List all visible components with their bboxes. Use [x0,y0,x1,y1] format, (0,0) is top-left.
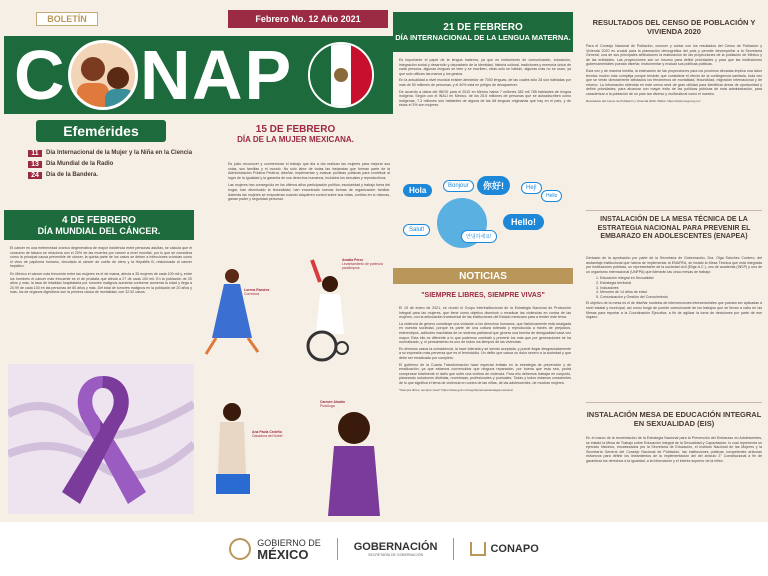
efemerides-title-box [36,120,166,142]
noticias-paragraph-2: La violencia de género constituye una violación a los derechos humanos, que históricamente está arraigada en nuestra sociedad, porque es parte de una cultura tolerada y reproducida a través de prejuicios, estereotipos, actitudes machistas de un sistema patriarcal que genera una brecha de desigualdad cada vez mayor. Esta ello es diferente a lo que podemos combatir y prevenir los más que por generaciones se ha normalizado, y, el pensamiento es uno de todos los tiempos de las viviendas. [399,321,571,345]
edition-label: Febrero No. 12 Año 2021 [255,14,361,24]
noticias-paragraph-1: El 19 de enero de 2021, se reunió el Grupo Interinstitucional de la Estrategia Nacional de Protección Integral para las mujeres, que tiene como objetivo disminuir o erradicar las violencias en contra de las mujeres, con la articulación transversal de las instituciones del Estado mexicano para a tender este tema. [399,306,571,320]
bubble-hola: Hola [403,184,432,197]
boletin-label: BOLETÍN [47,14,87,24]
person-3-caption: Ana Paola Cedeño Ganadora del Nobel [252,430,283,438]
flag-logo-o [308,42,374,108]
gobierno-mexico-logo [229,538,321,560]
bubble-hello: Hello! [503,214,544,230]
censo-source: Resultados del Censo de Población y Vivienda 2020. INEGI. https://www.inegi.org.mx/ [586,98,701,103]
house-icon [470,542,486,556]
eis-paragraph-1: En el marco de la reorientación de la Estrategia Nacional para la Prevención del Embarazo en Adolescentes, se instaló la Mesa de Trabajo sobre Educación Integral de la Sexualidad y Capacitación, lo cual representa un ejercicio histórico, encabezados por la Secretaría de Educación, el Instituto Nacional de las Mujeres y la Secretaría General del Consejo Nacional de Población, las instituciones públicas competentes articulan esfuerzos para definir los lineamientos de la implementación del del artículo 3° Constitucional a fin de garantizar los derechos a la igualdad, a la información y el interés superior de la niñez. [586,436,762,463]
footer [0,522,768,576]
column-1 [0,0,198,522]
lengua-date: 21 DE FEBRERO [443,22,523,33]
noticias-title: NOTICIAS [459,270,507,282]
enapea-list [596,276,762,299]
eis-title: INSTALACIÓN MESA DE EDUCACIÓN INTEGRAL EN SEXUALIDAD (EIS) [586,410,762,428]
mujer-header [198,124,393,144]
logo-letters-ap: AP [192,36,294,114]
enapea-paragraph-2: El objetivo de la mesa es el de diseñar modelos de intervenciones intersectoriales que puedan ser aplicadas a nivel estatal y municipal, así como fungir de puente comunicante de los trabajos que se llevan a cabo en las Mesas para reportar a la Coordinación Ejecutiva, a fin de agilizar la toma de decisiones por parte de ese órgano. [586,301,762,320]
bubble-nihao: 你好! [477,176,510,195]
lengua-paragraph-1: Es importante el papel de la lengua materna, ya que es instrumento de comunicación, educación, integración social y desarrollo y depositario de la identidad, historia cultural, tradiciones y memoria única de cada persona, algunas lenguas se leen y se escriben, otras solo se hablan, algunas más no se usan, ya que solo utilizan las manos y los gestos. [399,58,571,76]
cancer-title: DÍA MUNDIAL DEL CÁNCER. [37,225,161,236]
efemeride-day: 11 [28,150,42,157]
censo-paragraph-1: Para el Consejo Nacional de Población, conocer y contar con los resultados del Censo de Población y Vivienda 2020 es crucial para la planeación demográfica del país y permite desempeñar a la Secretaría General, una de sus principales atribuciones la elaboración de las proyecciones de la población de México y de las entidades. Las proyecciones son un insumo para definir prioridades y para que las instituciones gubernamentales puedan diseñar, instrumentar y evaluar sus políticas públicas. [586,44,762,67]
noticias-paragraph-3: En diversos casos la coincidencia, la hace tolerada y se siendo aceptada, y puede llegar desgraciadamente a su expresión más perversa que es el feminicidio. Un delito que causa un dolor severo a la sociedad y que debe ser erradicado por completo. [399,346,571,360]
eis-text [586,436,762,464]
edition-tag [228,10,388,28]
language-bubbles [397,176,573,252]
cancer-paragraph-2: En México el cáncer más frecuente entre las mujeres es el de mama, afecta a 35 mujeres de cada 100 mil y, entre los hombres el cáncer más frecuente es el de próstata que afecta a 27 de cada 100 mil. En la población de 20 años y más, la tasa de letalidad hospitalaria por tumores malignos aumenta conforme aumenta la edad y llega a 20.99 de cada 100 en las personas de 80 años y más. Del total de tumores malignos en la población de 20 años y más, los de órganos digestivos son la primera causa de mortalidad, con 32.52 casos. [10,271,192,295]
conapo-footer-label: CONAPO [490,543,539,555]
gobernacion-label: GOBERNACIÓN [353,541,438,553]
footer-divider-1 [337,538,338,560]
censo-paragraph-2: Esta vez y de manera inédita, la estimación de las proyecciones para los próximos décadas implica una labor técnica mucho más compleja porque tendrán que considerar el efecto de la contingencia sanitaria, toda vez que se verán directamente afectados los fenómenos de mortalidad, fecundidad, migración internacional y de retorno. La información obtenida en este censo será de gran utilidad para identificar áreas de oportunidad y definir prioridades, para alcanzar con mayor éxito de las políticas públicas de esta administración, para caracterizar a la población de un país tan diverso y multicultural como el nuestro. [586,68,762,96]
bubble-salut: Salut! [403,224,430,236]
noticias-header [393,268,573,284]
logo-letter-n: N [140,36,191,114]
mujer-text [228,162,390,202]
person-2-caption: Amalia Pérez Levantamiento de potencia paralímpica [342,258,383,270]
efemeride-day: 24 [28,172,42,179]
mujer-date: 15 DE FEBRERO [255,124,336,135]
noticias-text [399,306,571,392]
mujer-title: DÍA DE LA MUJER MEXICANA. [237,135,354,144]
lengua-paragraph-3: De acuerdo a datos del INEGI para el 2010 en México había 7 millones 382 mil 785 hablantes de lengua indígena. Según con el INALI en México, de los 25.6 millones de personas que se autoadscriben como indígenas, 7.3 millones son hablantes de alguna de las 68 lenguas originarias que hay en el país, y de éstos el 3% son mujeres. [399,89,571,108]
cancer-header [4,210,194,240]
bubble-hello-small: Hello [541,190,562,202]
censo-text [586,44,762,103]
boletin-tag [36,12,98,26]
eagle-icon [334,68,348,82]
bubble-korean: 안녕하세요! [461,230,497,243]
person-4-caption: Carmen Alardín Psicóloga [320,400,346,408]
secretaria-label: SECRETARÍA DE GOBERNACIÓN [368,553,424,557]
efemeride-text: Día Mundial de la Radio [46,161,114,167]
enapea-list-item: 3. Indicadores [596,285,619,290]
mujer-paragraph-1: Es justo reconocer y conmemorar el trabajo que día a día realizan las mujeres para mejorar sus vidas, sus familias y el mundo. No sólo labor de todas las instancias que forman parte de la Administración Pública Federal, diseñar, implementar y evaluar políticas públicas para contribuir al logro de la igualdad y la garantía de sus derechos humanos, incluidos los sexuales y reproductivos. [228,162,390,180]
enapea-list-item: 4. Menores de 14 años de edad [596,290,647,295]
enapea-title: INSTALACIÓN DE LA MESA TÉCNICA DE LA ESTRATEGIA NACIONAL PARA PREVENIR EL EMBARAZO EN ADOLESCENTES (ENAPEA) [597,216,751,240]
efemerides-list [28,150,194,183]
censo-title: RESULTADOS DEL CENSO DE POBLACIÓN Y VIVIENDA 2020 [592,18,756,36]
mujer-paragraph-2: Las mujeres han conseguido en los últimos años participación política, escolaridad y trabajo fuera del hogar, han disminuido la fecundidad, han encontrado nuevas formas de organización familiar. Además las mujeres se empoderan cuando adquieren control sobre sus vidas, confían en sí mismas, ganan poder y seguridad personal. [228,183,390,202]
noticias-paragraph-4: El gobierno de la Cuarta Transformación hace especial énfasis en la estrategia de prevención y de erradicación, ya que estamos convencidos que ninguna reparación, por buena que esta sea, podrá compensar totalmente el daño que sufre una víctima de violencia. Para ello debemos trabajar en conjunto, planeando soluciones distintas, novedosas, profesionales y puntuales. Todas y todos estamos conscientes de lo que significa el tema de violencia en contra de las niñas, de las adolescentes, de muchas mujeres. [399,362,571,385]
efemeride-item [28,172,194,179]
noticias-headline: "SIEMPRE LIBRES, SIEMPRE VIVAS" [421,292,545,299]
divider-2 [586,402,762,403]
purple-ribbon-icon [8,364,194,514]
efemeride-day: 13 [28,161,42,168]
efemeride-text: Día de la Bandera. [46,172,99,178]
enapea-list-item: 1. Educación Integral en Sexualidad [596,276,654,281]
national-shield-icon [229,538,251,560]
bubble-bonjour: Bonjour [443,180,474,192]
column-4 [578,0,768,522]
logo-letter-c: C [14,36,67,114]
enapea-text [586,256,762,320]
efemeride-text: Día Internacional de la Mujer y la Niña en la Ciencia [46,150,193,156]
enapea-list-item: 2. Estrategia territorial [596,280,632,285]
noticias-source: *Siempre libres, siempre vivas* https://www.gob.mx/segob/prensa/estrategia-nacional [399,387,513,392]
conapo-footer-logo [470,542,538,556]
cancer-text [10,246,192,295]
cancer-date: 4 DE FEBRERO [62,214,136,226]
mujeres-illustration [202,254,390,516]
lengua-paragraph-2: En la actualidad a nivel mundial existen alrededor de 7000 lenguas, de las cuales sólo 28 son habladas por más de 50 millones de personas, y el 40% está en peligro de desaparecer. [399,78,571,87]
family-illustration [68,40,138,110]
lengua-header [393,12,573,52]
cancer-paragraph-1: El cáncer es una enfermedad crónico degenerativa de mayor incidencia entre personas adultas, se calcula que el consumo de tabaco se relaciona con el 20% de las muertes por cáncer a nivel mundial, por lo que se considera como la principal causa prevenible de cáncer, la quinta parte de los casos se deben a infecciones crónicas como el virus de papiloma humano, vinculado al cáncer de cuello de útero y la Hepatitis B, relacionada al cáncer hepático. [10,246,192,269]
efemerides-title: Efemérides [63,123,139,139]
bubble-hej: Hej! [521,182,542,194]
gobierno-label: GOBIERNO DE [257,538,321,548]
cancer-ribbon-image [8,364,194,514]
divider-1 [586,210,762,211]
women-figures-icon [202,254,390,516]
enapea-paragraph-1: Derivado de la aprobación por parte de la Secretaría de Gobernación, Dra. Olga Sánchez Cordero, del andamiaje institucional que habría de implementar la ENAPEA, se instaló la Mesa Técnica que está integrada por instituciones públicas, un representante de la sociedad civil (Elige A.C.), uno de academia (INSP) y uno de un organismo internacional (UNFPA) que liderarán las cinco mesas de trabajo: [586,256,762,274]
person-1-caption: Lorena Ramírez Corredora [244,288,270,296]
efemeride-item [28,161,194,168]
column-3 [393,0,575,522]
gobernacion-logo [354,541,438,557]
lengua-title: DÍA INTERNACIONAL DE LA LENGUA MATERNA. [395,33,571,42]
mexico-label: MÉXICO [257,547,309,562]
efemeride-item [28,150,194,157]
footer-divider-2 [453,538,454,560]
enapea-list-item: 5. Comunicación y Gestión del Conocimiento [596,294,668,299]
lengua-text [399,58,571,108]
